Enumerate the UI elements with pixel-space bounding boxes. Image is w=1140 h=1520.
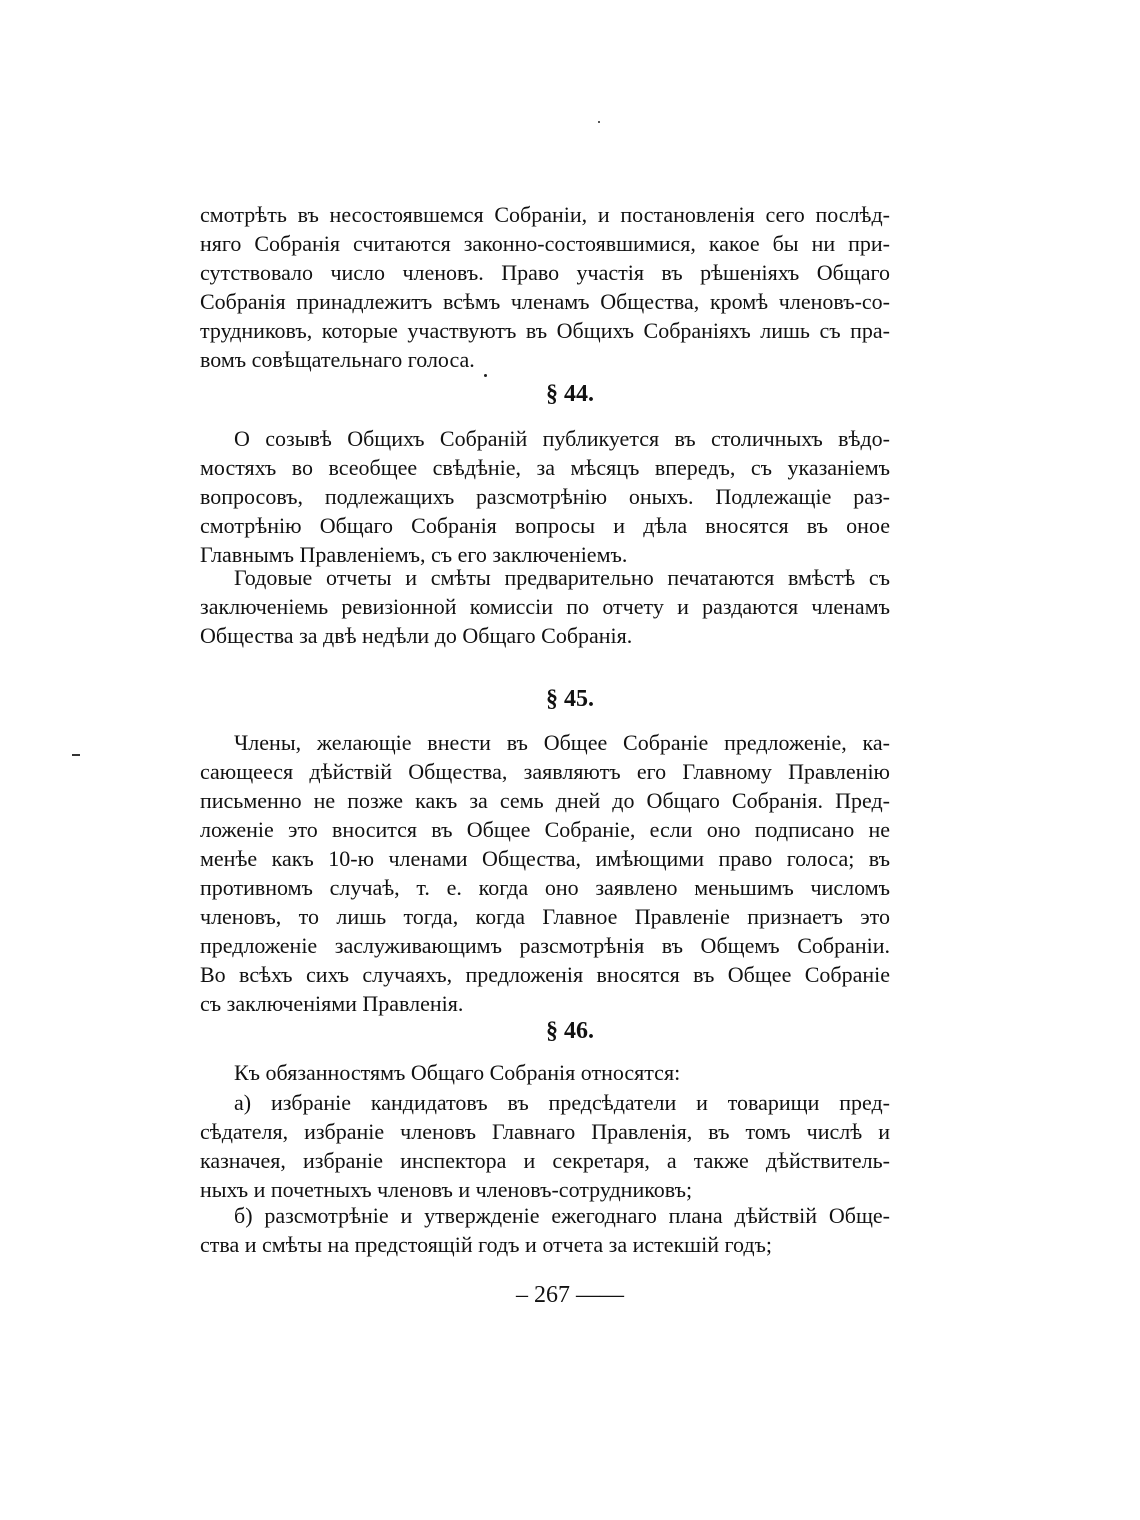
- text-line: Во всѣхъ сихъ случаяхъ, предложенія вносятся въ Общее Собраніе: [200, 962, 890, 987]
- text-line: вомъ совѣщательнаго голоса.: [200, 347, 475, 372]
- text-line: а) избраніе кандидатовъ въ предсѣдатели и товарищи пред-: [234, 1090, 890, 1115]
- text-line: сающееся дѣйствій Общества, заявляютъ его Главному Правленію: [200, 759, 890, 784]
- section-46-heading: § 46.: [546, 1018, 594, 1044]
- text-line: предложеніе заслуживающимъ разсмотрѣнія въ Общемъ Собраніи.: [200, 933, 890, 958]
- text-line: б) разсмотрѣніе и утвержденіе ежегоднаго плана дѣйствій Обще-: [234, 1203, 890, 1228]
- section-46-intro: [200, 1058, 890, 1087]
- text-line: няго Собранія считаются законно-состоявшимися, какое бы ни при-: [200, 231, 890, 256]
- text-line: членовъ, то лишь тогда, когда Главное Правленіе признаетъ это: [200, 904, 890, 929]
- section-46-item-b: [200, 1201, 890, 1259]
- text-line: противномъ случаѣ, т. е. когда оно заявлено меньшимъ числомъ: [200, 875, 890, 900]
- text-line: смотрѣть въ несостоявшемся Собраніи, и постановленія сего послѣд-: [200, 202, 890, 227]
- text-line: ства и смѣты на предстоящій годъ и отчета за истекшій годъ;: [200, 1232, 773, 1257]
- paragraph-continuation: [200, 200, 890, 374]
- text-line: смотрѣнію Общаго Собранія вопросы и дѣла вносятся въ оное: [200, 513, 890, 538]
- section-46-item-a: [200, 1088, 890, 1204]
- text-line: О созывѣ Общихъ Собраній публикуется въ столичныхъ вѣдо-: [234, 426, 890, 451]
- margin-mark: [72, 754, 80, 756]
- text-line: съ заключеніями Правленія.: [200, 991, 464, 1016]
- text-line: Годовые отчеты и смѣты предварительно печатаются вмѣстѣ съ: [234, 565, 890, 590]
- section-45-heading: § 45.: [546, 686, 594, 712]
- text-line: ныхъ и почетныхъ членовъ и членовъ-сотрудниковъ;: [200, 1177, 693, 1202]
- text-line: письменно не позже какъ за семь дней до Общаго Собранія. Пред-: [200, 788, 890, 813]
- text-line: мостяхъ во всеобщее свѣдѣніе, за мѣсяцъ впередъ, съ указаніемъ: [200, 455, 890, 480]
- section-44-heading: § 44.: [546, 381, 594, 407]
- text-line: сутствовало число членовъ. Право участія въ рѣшеніяхъ Общаго: [200, 260, 890, 285]
- text-line: Собранія принадлежитъ всѣмъ членамъ Общества, кромѣ членовъ-со-: [200, 289, 890, 314]
- text-line: трудниковъ, которые участвуютъ въ Общихъ Собраніяхъ лишь съ пра-: [200, 318, 890, 343]
- text-line: Общества за двѣ недѣли до Общаго Собранія.: [200, 623, 633, 648]
- text-line: Главнымъ Правленіемъ, съ его заключеніемъ.: [200, 542, 628, 567]
- print-speck: [598, 121, 600, 123]
- text-line: ложеніе это вносится въ Общее Собраніе, если оно подписано не: [200, 817, 890, 842]
- section-45-paragraph-1: [200, 728, 890, 1018]
- text-line: менѣе какъ 10-ю членами Общества, имѣющими право голоса; въ: [200, 846, 890, 871]
- page-number: – 267 ——: [516, 1282, 624, 1308]
- section-44-paragraph-1: [200, 424, 890, 569]
- text-line: казначея, избраніе инспектора и секретаря, а также дѣйствитель-: [200, 1148, 890, 1173]
- section-44-paragraph-2: [200, 563, 890, 650]
- text-line: вопросовъ, подлежащихъ разсмотрѣнію оныхъ. Подлежащіе раз-: [200, 484, 890, 509]
- text-line: сѣдателя, избраніе членовъ Главнаго Правленія, въ томъ числѣ и: [200, 1119, 890, 1144]
- text-line: Къ обязанностямъ Общаго Собранія относятся:: [234, 1060, 681, 1085]
- text-line: заключеніемь ревизіонной комиссіи по отчету и раздаются членамъ: [200, 594, 890, 619]
- print-speck: [484, 374, 487, 377]
- text-line: Члены, желающіе внести въ Общее Собраніе предложеніе, ка-: [234, 730, 890, 755]
